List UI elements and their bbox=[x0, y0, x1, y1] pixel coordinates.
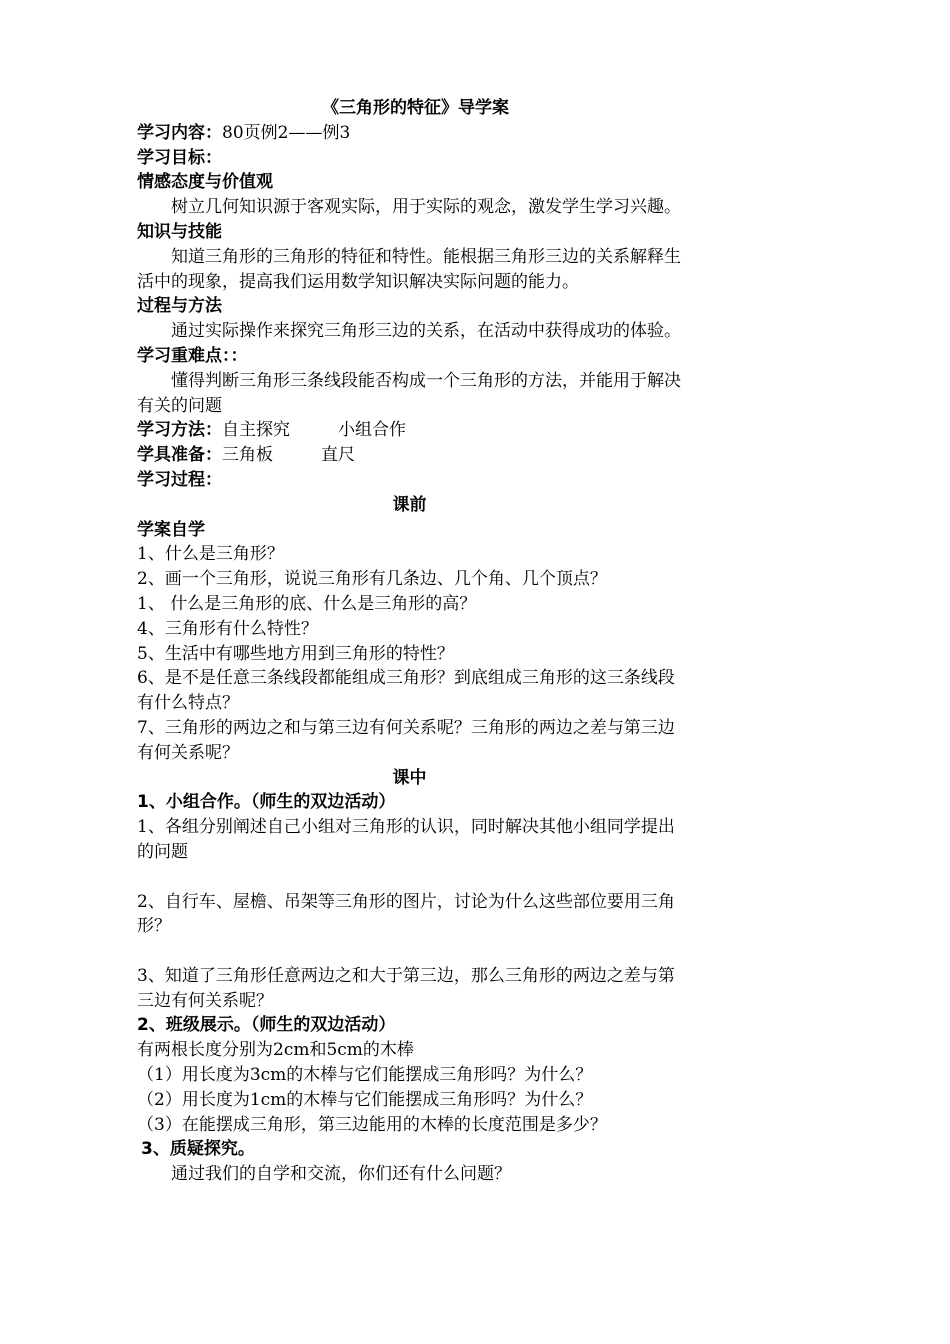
group-item-1: 1、各组分别阐述自己小组对三角形的认识，同时解决其他小组同学提出的问题 bbox=[137, 817, 675, 862]
question-3: 1、 什么是三角形的底、什么是三角形的高？ bbox=[137, 593, 477, 614]
inquiry-text: 通过我们的自学和交流，你们还有什么问题？ bbox=[171, 1164, 511, 1185]
goals-label: 学习目标： bbox=[137, 147, 222, 168]
inquiry-heading: 3、质疑探究。 bbox=[141, 1139, 255, 1160]
class-intro: 有两根长度分别为2cm和5cm的木棒 bbox=[137, 1040, 414, 1061]
knowledge-text: 知道三角形的三角形的特征和特性。能根据三角形三边的关系解释生活中的现象，提高我们运用数学知识解决实际问题的能力。 bbox=[137, 246, 681, 292]
process-text: 通过实际操作来探究三角形三边的关系，在活动中获得成功的体验。 bbox=[171, 321, 681, 342]
question-7: 7、三角形的两边之和与第三边有何关系呢？三角形的两边之差与第三边有何关系呢？ bbox=[137, 717, 675, 763]
document-page bbox=[137, 96, 682, 1187]
emotion-text: 树立几何知识源于客观实际，用于实际的观念，激发学生学习兴趣。 bbox=[171, 197, 681, 218]
tools-row bbox=[137, 443, 682, 468]
question-1: 1、什么是三角形？ bbox=[137, 544, 284, 565]
question-6: 6、是不是任意三条线段都能组成三角形？到底组成三角形的这三条线段有什么特点？ bbox=[137, 668, 675, 714]
steps-label: 学习过程： bbox=[137, 469, 222, 490]
question-2: 2、画一个三角形，说说三角形有几条边、几个角、几个顶点？ bbox=[137, 569, 607, 590]
class-item-2: （2）用长度为1cm的木棒与它们能摆成三角形吗？为什么？ bbox=[137, 1089, 593, 1110]
question-4: 4、三角形有什么特性？ bbox=[137, 618, 318, 639]
process-heading: 过程与方法 bbox=[137, 296, 222, 317]
tools-value-1: 三角板 bbox=[222, 445, 273, 466]
tools-label: 学具准备： bbox=[137, 445, 222, 466]
self-study-heading: 学案自学 bbox=[137, 519, 205, 540]
emotion-heading: 情感态度与价值观 bbox=[137, 172, 273, 193]
key-text: 懂得判断三角形三条线段能否构成一个三角形的方法，并能用于解决有关的问题 bbox=[137, 370, 681, 416]
group-item-2: 2、自行车、屋檐、吊架等三角形的图片，讨论为什么这些部位要用三角形？ bbox=[137, 891, 675, 937]
class-item-1: （1）用长度为3cm的木棒与它们能摆成三角形吗？为什么？ bbox=[137, 1065, 593, 1086]
document-title: 《三角形的特征》导学案 bbox=[322, 98, 509, 118]
section-during: 课中 bbox=[392, 767, 427, 788]
method-label: 学习方法： bbox=[137, 420, 222, 441]
method-value-2: 小组合作 bbox=[338, 420, 406, 441]
knowledge-heading: 知识与技能 bbox=[137, 221, 222, 242]
method-value-1: 自主探究 bbox=[222, 420, 290, 441]
content-value: 80页例2——例3 bbox=[222, 122, 351, 143]
content-label: 学习内容： bbox=[137, 122, 222, 143]
content-row bbox=[137, 121, 682, 146]
class-heading: 2、班级展示。（师生的双边活动） bbox=[137, 1015, 396, 1036]
question-5: 5、生活中有哪些地方用到三角形的特性？ bbox=[137, 643, 454, 664]
section-before: 课前 bbox=[392, 494, 427, 515]
method-row bbox=[137, 418, 682, 443]
key-label: 学习重难点：： bbox=[137, 345, 248, 366]
group-item-3: 3、知道了三角形任意两边之和大于第三边，那么三角形的两边之差与第三边有何关系呢？ bbox=[137, 965, 675, 1011]
class-item-3: （3）在能摆成三角形，第三边能用的木棒的长度范围是多少？ bbox=[137, 1114, 607, 1135]
tools-value-2: 直尺 bbox=[321, 445, 355, 466]
group-heading: 1、小组合作。（师生的双边活动） bbox=[137, 792, 396, 813]
